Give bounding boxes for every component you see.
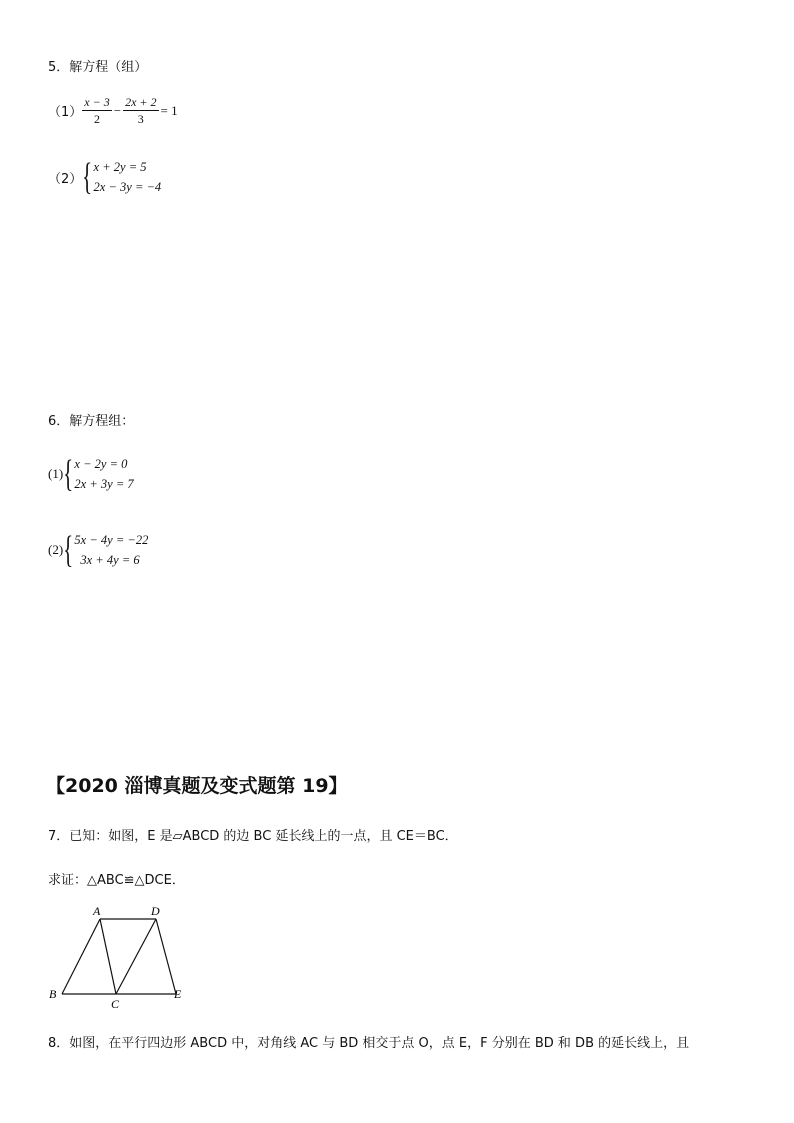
q5-title: 5．解方程（组） bbox=[48, 60, 148, 75]
fraction-2-denominator: 3 bbox=[137, 112, 144, 126]
label-C: C bbox=[111, 997, 120, 1011]
q6-part1-label: (1) bbox=[48, 466, 64, 481]
equation-line-2: 2x + 3y = 7 bbox=[74, 477, 134, 491]
label-D: D bbox=[151, 904, 160, 918]
left-brace: { bbox=[82, 156, 93, 198]
q5-part1 bbox=[48, 94, 178, 127]
q6-part2 bbox=[48, 530, 148, 570]
q6-part2-label: (2) bbox=[48, 542, 64, 557]
segment-DC bbox=[116, 919, 156, 994]
label-A: A bbox=[93, 904, 101, 918]
parallelogram-figure bbox=[40, 900, 200, 1012]
fraction-1-denominator: 2 bbox=[94, 112, 100, 126]
section-heading: 【2020 淄博真题及变式题第 19】 bbox=[46, 775, 348, 797]
equation-system-q6-2 bbox=[63, 530, 148, 570]
segment-AB bbox=[62, 919, 100, 994]
q5-part2 bbox=[48, 157, 161, 197]
q6-title: 6．解方程组： bbox=[48, 414, 135, 429]
label-E: E bbox=[174, 987, 182, 1001]
fraction-1-numerator: x − 3 bbox=[84, 95, 110, 109]
equation-line-1: 5x − 4y = −22 bbox=[74, 533, 149, 547]
equation-line-1: x + 2y = 5 bbox=[93, 160, 147, 174]
equation-line-1: x − 2y = 0 bbox=[74, 457, 128, 471]
q5-part1-label: （1） bbox=[48, 105, 83, 120]
fraction-1 bbox=[82, 94, 111, 127]
minus-sign: − bbox=[113, 102, 122, 118]
equation-line-2: 2x − 3y = −4 bbox=[93, 180, 162, 194]
left-brace: { bbox=[63, 529, 74, 571]
equals-one: = 1 bbox=[160, 102, 178, 118]
q7-statement: 7．已知：如图，E 是▱ABCD 的边 BC 延长线上的一点，且 CE＝BC． bbox=[48, 829, 458, 844]
left-brace: { bbox=[63, 453, 74, 495]
equation-system-q5-2 bbox=[82, 157, 161, 197]
fraction-2-numerator: 2x + 2 bbox=[125, 95, 157, 109]
q7-prove: 求证：△ABC≌△DCE． bbox=[48, 873, 185, 888]
q8-statement: 8．如图，在平行四边形 ABCD 中，对角线 AC 与 BD 相交于点 O，点 E，F 分别在 BD 和 DB 的延长线上，且 bbox=[48, 1036, 690, 1051]
segment-DE bbox=[156, 919, 176, 994]
equation-system-q6-1 bbox=[63, 454, 133, 494]
q6-part1 bbox=[48, 454, 134, 494]
fraction-2 bbox=[123, 94, 158, 127]
label-B: B bbox=[49, 987, 57, 1001]
segment-AC bbox=[100, 919, 116, 994]
equation-line-2: 3x + 4y = 6 bbox=[80, 553, 140, 567]
q5-part2-label: （2） bbox=[48, 171, 83, 187]
